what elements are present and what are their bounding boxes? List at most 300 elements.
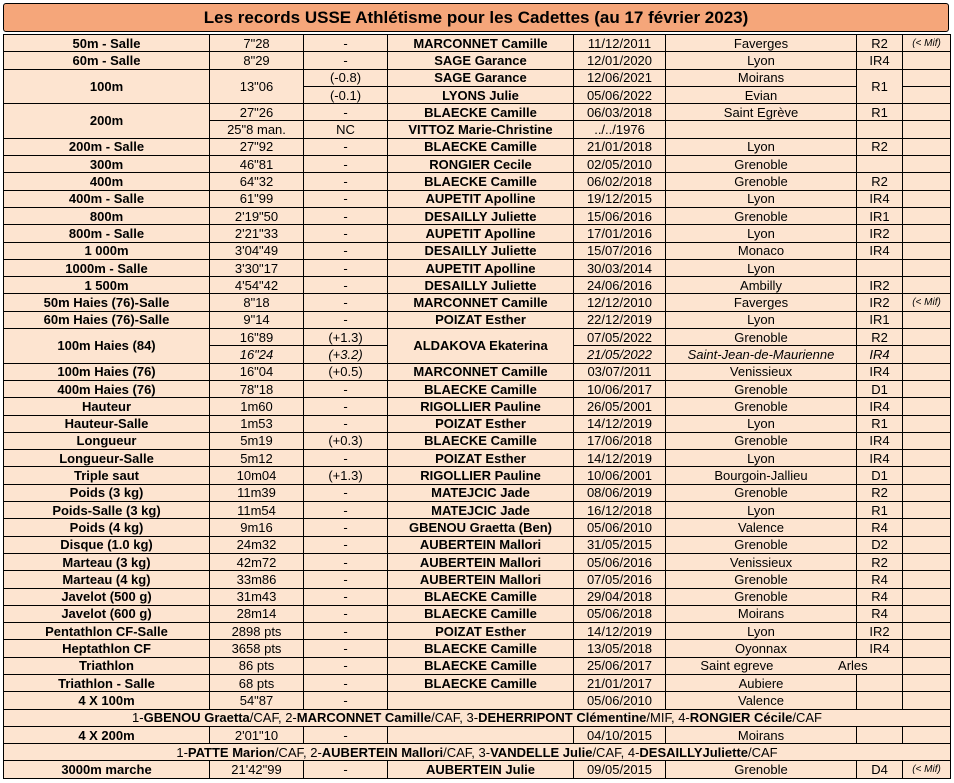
place-cell: Aubiere	[666, 674, 857, 691]
place-cell: Grenoble	[666, 432, 857, 449]
date-cell: 11/12/2011	[574, 35, 666, 52]
performance-cell: 16"24	[210, 346, 304, 363]
athlete-cell	[388, 726, 574, 743]
event-cell: 200m	[4, 104, 210, 139]
relay-club: /CAF,	[274, 744, 311, 760]
level-cell: R2	[857, 329, 903, 346]
relay-number: 3-	[466, 710, 479, 726]
place-cell: Moirans	[666, 605, 857, 622]
athlete-cell: MARCONNET Camille	[388, 35, 574, 52]
athlete-cell: MATEJCIC Jade	[388, 484, 574, 501]
place-cell: Monaco	[666, 242, 857, 259]
event-cell: 1 500m	[4, 277, 210, 294]
place-cell: Lyon	[666, 311, 857, 328]
table-row	[4, 380, 951, 397]
athlete-cell: GBENOU Graetta (Ben)	[388, 519, 574, 536]
level-cell: D1	[857, 467, 903, 484]
wind-cell: NC	[304, 121, 388, 138]
table-row	[4, 571, 951, 588]
place-cell: Valence	[666, 519, 857, 536]
table-row	[4, 553, 951, 570]
note-cell	[903, 52, 951, 69]
table-row	[4, 450, 951, 467]
level-cell: IR2	[857, 225, 903, 242]
note-cell	[903, 156, 951, 173]
place-primary: Saint egreve	[700, 658, 774, 674]
relay-number: 4-	[678, 710, 690, 726]
event-cell: Javelot (500 g)	[4, 588, 210, 605]
note-cell	[903, 553, 951, 570]
date-cell: 10/06/2001	[574, 467, 666, 484]
table-row	[4, 138, 951, 155]
athlete-cell: DESAILLY Juliette	[388, 207, 574, 224]
table-row	[4, 35, 951, 52]
level-cell	[857, 259, 903, 276]
level-cell	[857, 692, 903, 709]
note-cell	[903, 519, 951, 536]
event-cell: Triple saut	[4, 467, 210, 484]
date-cell: 21/05/2022	[574, 346, 666, 363]
wind-cell: -	[304, 484, 388, 501]
note-cell	[903, 346, 951, 363]
relay-athlete: DEHERRIPONT Clémentine	[478, 710, 647, 726]
athlete-cell: DESAILLY Juliette	[388, 277, 574, 294]
wind-cell: -	[304, 605, 388, 622]
athlete-cell: BLAECKE Camille	[388, 380, 574, 397]
date-cell: 06/03/2018	[574, 104, 666, 121]
performance-cell: 5m19	[210, 432, 304, 449]
performance-cell: 16"04	[210, 363, 304, 380]
athlete-cell: AUBERTEIN Julie	[388, 761, 574, 778]
note-cell	[903, 329, 951, 346]
level-cell: R4	[857, 588, 903, 605]
performance-cell: 33m86	[210, 571, 304, 588]
relay-club: /CAF	[748, 744, 778, 760]
performance-cell: 61"99	[210, 190, 304, 207]
place-cell: Lyon	[666, 623, 857, 640]
page-title: Les records USSE Athlétisme pour les Cadettes (au 17 février 2023)	[3, 3, 949, 32]
date-cell: 12/12/2010	[574, 294, 666, 311]
event-cell: Disque (1.0 kg)	[4, 536, 210, 553]
relay-athlete: VANDELLE Julie	[490, 744, 593, 760]
wind-cell: -	[304, 623, 388, 640]
performance-cell: 1m53	[210, 415, 304, 432]
date-cell: 04/10/2015	[574, 726, 666, 743]
performance-cell: 46"81	[210, 156, 304, 173]
athlete-cell: AUBERTEIN Mallori	[388, 536, 574, 553]
level-cell: R1	[857, 415, 903, 432]
athlete-cell: MARCONNET Camille	[388, 294, 574, 311]
relay-athlete: MARCONNET Camille	[296, 710, 432, 726]
date-cell: 26/05/2001	[574, 398, 666, 415]
event-cell: Longueur	[4, 432, 210, 449]
event-cell: 1000m - Salle	[4, 259, 210, 276]
level-cell	[857, 674, 903, 691]
event-cell: 50m Haies (76)-Salle	[4, 294, 210, 311]
relay-number: 4-	[627, 744, 640, 760]
place-cell: Grenoble	[666, 484, 857, 501]
note-cell	[903, 380, 951, 397]
athlete-cell: BLAECKE Camille	[388, 104, 574, 121]
relay-club: /CAF,	[443, 744, 479, 760]
level-cell: R4	[857, 571, 903, 588]
note-cell	[903, 242, 951, 259]
athlete-cell: RIGOLLIER Pauline	[388, 398, 574, 415]
performance-cell: 13"06	[210, 69, 304, 104]
note-cell	[903, 657, 951, 674]
performance-cell: 8"18	[210, 294, 304, 311]
date-cell: ../../1976	[574, 121, 666, 138]
athlete-cell	[388, 692, 574, 709]
event-cell: 400m Haies (76)	[4, 380, 210, 397]
athlete-cell: BLAECKE Camille	[388, 605, 574, 622]
date-cell: 21/01/2018	[574, 138, 666, 155]
event-cell: 60m Haies (76)-Salle	[4, 311, 210, 328]
place-cell: Lyon	[666, 415, 857, 432]
relay-number: 2-	[285, 710, 297, 726]
performance-cell: 3'04"49	[210, 242, 304, 259]
date-cell: 07/05/2016	[574, 571, 666, 588]
note-cell	[903, 536, 951, 553]
wind-cell: -	[304, 242, 388, 259]
athlete-cell: POIZAT Esther	[388, 415, 574, 432]
wind-cell: (-0.1)	[304, 86, 388, 103]
wind-cell: -	[304, 294, 388, 311]
performance-cell: 42m72	[210, 553, 304, 570]
event-cell: 1 000m	[4, 242, 210, 259]
records-table	[3, 34, 951, 779]
place-cell: Bourgoin-Jallieu	[666, 467, 857, 484]
performance-cell: 64"32	[210, 173, 304, 190]
table-row	[4, 225, 951, 242]
wind-cell: -	[304, 692, 388, 709]
table-row	[4, 726, 951, 743]
place-cell: Grenoble	[666, 173, 857, 190]
performance-cell: 27"26	[210, 104, 304, 121]
performance-cell: 68 pts	[210, 674, 304, 691]
relay-number: 1-	[176, 744, 188, 760]
date-cell: 09/05/2015	[574, 761, 666, 778]
event-cell: Marteau (4 kg)	[4, 571, 210, 588]
note-cell	[903, 173, 951, 190]
athlete-cell: VITTOZ Marie-Christine	[388, 121, 574, 138]
table-row	[4, 588, 951, 605]
note-cell	[903, 623, 951, 640]
date-cell: 03/07/2011	[574, 363, 666, 380]
note-cell	[903, 277, 951, 294]
level-cell: IR4	[857, 242, 903, 259]
athlete-cell: AUBERTEIN Mallori	[388, 553, 574, 570]
note-cell	[903, 605, 951, 622]
performance-cell: 2'19"50	[210, 207, 304, 224]
table-row	[4, 536, 951, 553]
wind-cell: -	[304, 415, 388, 432]
athlete-cell: SAGE Garance	[388, 52, 574, 69]
performance-cell: 10m04	[210, 467, 304, 484]
event-cell: 100m	[4, 69, 210, 104]
athlete-cell: BLAECKE Camille	[388, 138, 574, 155]
athlete-cell: MARCONNET Camille	[388, 363, 574, 380]
table-row	[4, 674, 951, 691]
place-cell: Saint-Jean-de-Maurienne	[666, 346, 857, 363]
level-cell: R2	[857, 553, 903, 570]
note-cell	[903, 502, 951, 519]
level-cell: R4	[857, 605, 903, 622]
note-cell	[903, 467, 951, 484]
note-cell	[903, 692, 951, 709]
date-cell: 29/04/2018	[574, 588, 666, 605]
table-row	[4, 259, 951, 276]
wind-cell: -	[304, 398, 388, 415]
table-row	[4, 761, 951, 778]
level-cell	[857, 156, 903, 173]
relay-club: /MIF,	[646, 710, 679, 726]
athlete-cell: AUPETIT Apolline	[388, 225, 574, 242]
relay-row	[4, 744, 951, 761]
wind-cell: -	[304, 657, 388, 674]
event-cell: 60m - Salle	[4, 52, 210, 69]
level-cell: IR4	[857, 52, 903, 69]
wind-cell: -	[304, 259, 388, 276]
table-row	[4, 640, 951, 657]
performance-cell: 2898 pts	[210, 623, 304, 640]
date-cell: 14/12/2019	[574, 623, 666, 640]
note-cell	[903, 207, 951, 224]
date-cell: 05/06/2010	[574, 519, 666, 536]
level-cell: IR1	[857, 311, 903, 328]
athlete-cell: AUBERTEIN Mallori	[388, 571, 574, 588]
note-cell	[903, 640, 951, 657]
event-cell: 200m - Salle	[4, 138, 210, 155]
place-cell: Venissieux	[666, 553, 857, 570]
note-cell	[903, 588, 951, 605]
table-row	[4, 623, 951, 640]
place-cell: Lyon	[666, 259, 857, 276]
level-cell: IR2	[857, 623, 903, 640]
date-cell: 17/01/2016	[574, 225, 666, 242]
event-cell: 400m - Salle	[4, 190, 210, 207]
place-cell	[666, 121, 857, 138]
date-cell: 13/05/2018	[574, 640, 666, 657]
event-cell: Pentathlon CF-Salle	[4, 623, 210, 640]
relay-team-cell	[4, 709, 951, 726]
wind-cell: (+0.5)	[304, 363, 388, 380]
performance-cell: 78"18	[210, 380, 304, 397]
table-row	[4, 692, 951, 709]
performance-cell: 9m16	[210, 519, 304, 536]
table-row	[4, 294, 951, 311]
date-cell: 12/01/2020	[574, 52, 666, 69]
place-cell: Faverges	[666, 294, 857, 311]
wind-cell: (-0.8)	[304, 69, 388, 86]
place-cell: Grenoble	[666, 398, 857, 415]
place-cell: Ambilly	[666, 277, 857, 294]
event-cell: Javelot (600 g)	[4, 605, 210, 622]
athlete-cell: BLAECKE Camille	[388, 674, 574, 691]
wind-cell: -	[304, 380, 388, 397]
wind-cell: -	[304, 173, 388, 190]
place-cell: Lyon	[666, 502, 857, 519]
event-cell: 3000m marche	[4, 761, 210, 778]
note-cell	[903, 398, 951, 415]
place-cell: Grenoble	[666, 207, 857, 224]
performance-cell: 11m39	[210, 484, 304, 501]
date-cell: 08/06/2019	[574, 484, 666, 501]
date-cell: 05/06/2010	[574, 692, 666, 709]
event-cell: Longueur-Salle	[4, 450, 210, 467]
athlete-cell: POIZAT Esther	[388, 450, 574, 467]
relay-number: 1-	[132, 710, 144, 726]
performance-cell: 16"89	[210, 329, 304, 346]
date-cell: 31/05/2015	[574, 536, 666, 553]
place-cell: Lyon	[666, 138, 857, 155]
event-cell: Poids (3 kg)	[4, 484, 210, 501]
event-cell: Poids (4 kg)	[4, 519, 210, 536]
event-cell: 800m	[4, 207, 210, 224]
athlete-cell: MATEJCIC Jade	[388, 502, 574, 519]
level-cell: R2	[857, 138, 903, 155]
place-cell: Grenoble	[666, 536, 857, 553]
level-cell: R1	[857, 69, 903, 104]
performance-cell: 9"14	[210, 311, 304, 328]
performance-cell: 28m14	[210, 605, 304, 622]
place-cell: Grenoble	[666, 588, 857, 605]
date-cell: 14/12/2019	[574, 450, 666, 467]
note-cell	[903, 121, 951, 138]
athlete-cell: DESAILLY Juliette	[388, 242, 574, 259]
athlete-cell: LYONS Julie	[388, 86, 574, 103]
table-row	[4, 657, 951, 674]
note-cell	[903, 86, 951, 103]
level-cell: R2	[857, 484, 903, 501]
date-cell: 15/06/2016	[574, 207, 666, 224]
event-cell: Hauteur	[4, 398, 210, 415]
place-cell: Grenoble	[666, 329, 857, 346]
wind-cell: -	[304, 571, 388, 588]
date-cell: 30/03/2014	[574, 259, 666, 276]
wind-cell: -	[304, 726, 388, 743]
place-cell: Oyonnax	[666, 640, 857, 657]
wind-cell: -	[304, 225, 388, 242]
level-cell: IR4	[857, 190, 903, 207]
athlete-cell: POIZAT Esther	[388, 623, 574, 640]
table-row	[4, 605, 951, 622]
level-cell: IR2	[857, 277, 903, 294]
note-cell	[903, 415, 951, 432]
date-cell: 05/06/2018	[574, 605, 666, 622]
place-cell: Venissieux	[666, 363, 857, 380]
note-cell	[903, 69, 951, 86]
event-cell: 100m Haies (84)	[4, 329, 210, 364]
wind-cell: -	[304, 502, 388, 519]
relay-athlete: RONGIER Cécile	[689, 710, 793, 726]
level-cell: IR1	[857, 207, 903, 224]
place-cell: Saint Egrève	[666, 104, 857, 121]
table-row	[4, 398, 951, 415]
wind-cell: -	[304, 35, 388, 52]
athlete-cell: BLAECKE Camille	[388, 640, 574, 657]
table-row	[4, 311, 951, 328]
note-cell	[903, 225, 951, 242]
wind-cell: -	[304, 761, 388, 778]
place-cell: Faverges	[666, 35, 857, 52]
wind-cell: (+0.3)	[304, 432, 388, 449]
date-cell: 14/12/2019	[574, 415, 666, 432]
performance-cell: 86 pts	[210, 657, 304, 674]
level-cell	[857, 726, 903, 743]
wind-cell: (+1.3)	[304, 329, 388, 346]
table-row	[4, 242, 951, 259]
wind-cell: -	[304, 52, 388, 69]
level-cell	[857, 121, 903, 138]
level-cell: IR4	[857, 398, 903, 415]
table-row	[4, 415, 951, 432]
date-cell: 16/12/2018	[574, 502, 666, 519]
place-cell: Grenoble	[666, 380, 857, 397]
level-cell: D2	[857, 536, 903, 553]
place-cell: Evian	[666, 86, 857, 103]
note-cell	[903, 138, 951, 155]
relay-athlete: GBENOU Graetta	[143, 710, 250, 726]
event-cell: 4 X 200m	[4, 726, 210, 743]
event-cell: Triathlon - Salle	[4, 674, 210, 691]
table-row	[4, 432, 951, 449]
place-cell: Lyon	[666, 52, 857, 69]
place-cell: Grenoble	[666, 761, 857, 778]
performance-cell: 8"29	[210, 52, 304, 69]
table-row	[4, 190, 951, 207]
athlete-cell: ALDAKOVA Ekaterina	[388, 329, 574, 364]
date-cell: 12/06/2021	[574, 69, 666, 86]
performance-cell: 27"92	[210, 138, 304, 155]
table-row	[4, 156, 951, 173]
date-cell: 17/06/2018	[574, 432, 666, 449]
wind-cell: (+3.2)	[304, 346, 388, 363]
date-cell: 15/07/2016	[574, 242, 666, 259]
relay-club: /CAF,	[249, 710, 286, 726]
event-cell: 4 X 100m	[4, 692, 210, 709]
place-cell: Lyon	[666, 450, 857, 467]
wind-cell: -	[304, 207, 388, 224]
athlete-cell: POIZAT Esther	[388, 311, 574, 328]
athlete-cell: RONGIER Cecile	[388, 156, 574, 173]
place-cell: Moirans	[666, 69, 857, 86]
relay-number: 2-	[310, 744, 322, 760]
date-cell: 25/06/2017	[574, 657, 666, 674]
date-cell: 05/06/2016	[574, 553, 666, 570]
level-cell: IR4	[857, 450, 903, 467]
event-cell: 100m Haies (76)	[4, 363, 210, 380]
performance-cell: 4'54"42	[210, 277, 304, 294]
performance-cell: 5m12	[210, 450, 304, 467]
performance-cell: 31m43	[210, 588, 304, 605]
athlete-cell: AUPETIT Apolline	[388, 190, 574, 207]
level-cell: D4	[857, 761, 903, 778]
athlete-cell: AUPETIT Apolline	[388, 259, 574, 276]
level-cell: R4	[857, 519, 903, 536]
event-cell: Heptathlon CF	[4, 640, 210, 657]
event-cell: Poids-Salle (3 kg)	[4, 502, 210, 519]
wind-cell: -	[304, 450, 388, 467]
wind-cell: -	[304, 138, 388, 155]
table-row	[4, 52, 951, 69]
table-row	[4, 484, 951, 501]
note-cell: (< Mif)	[903, 294, 951, 311]
place-cell: Grenoble	[666, 571, 857, 588]
event-cell: 50m - Salle	[4, 35, 210, 52]
wind-cell: -	[304, 640, 388, 657]
place-cell	[666, 657, 903, 674]
